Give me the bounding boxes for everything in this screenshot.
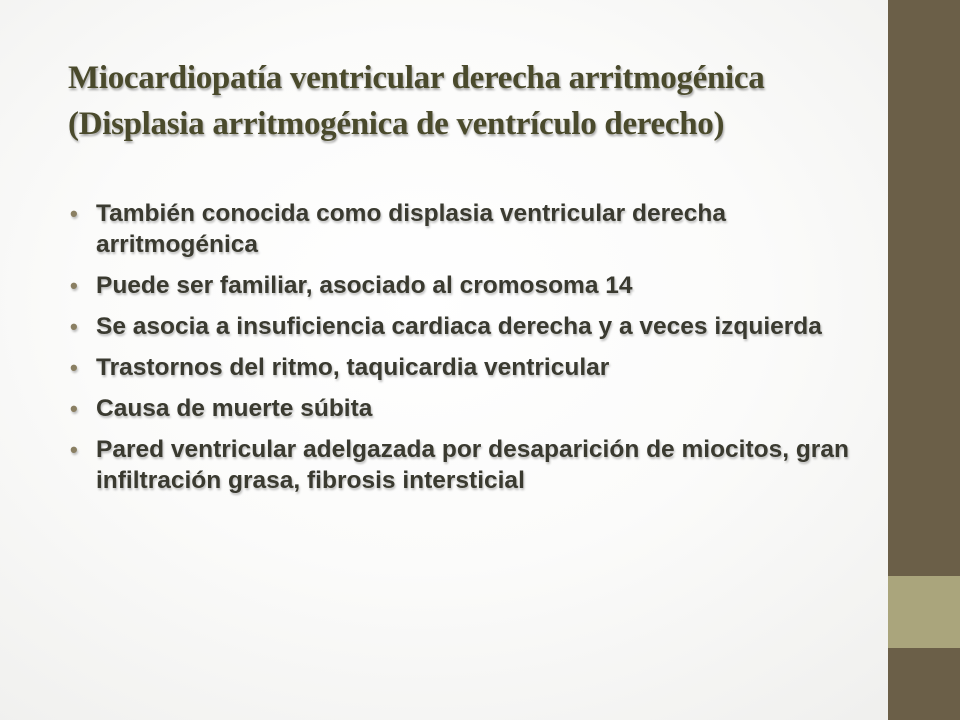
slide-title-line-1: Miocardiopatía ventricular derecha arritmogénica xyxy=(68,60,765,96)
bullet-item xyxy=(68,270,868,301)
bullet-list xyxy=(68,198,868,506)
bullet-icon: • xyxy=(70,273,78,298)
bullet-item xyxy=(68,434,868,496)
bullet-text: Trastornos del ritmo, taquicardia ventricular xyxy=(96,354,610,381)
bullet-icon: • xyxy=(70,355,78,380)
bullet-text: Se asocia a insuficiencia cardiaca derecha y a veces izquierda xyxy=(96,313,822,340)
sidebar-decoration-bottom xyxy=(888,648,960,720)
bullet-icon: • xyxy=(70,201,78,226)
bullet-text: Pared ventricular adelgazada por desaparición de miocitos, gran infiltración grasa, fibrosis intersticial xyxy=(96,436,849,494)
bullet-text: Causa de muerte súbita xyxy=(96,395,373,422)
sidebar-decoration-accent xyxy=(888,576,960,648)
bullet-item xyxy=(68,393,868,424)
bullet-text: También conocida como displasia ventricular derecha arritmogénica xyxy=(96,200,726,258)
bullet-item xyxy=(68,198,868,260)
bullet-item xyxy=(68,311,868,342)
bullet-item xyxy=(68,352,868,383)
slide-title xyxy=(68,55,868,147)
slide-title-line-2: (Displasia arritmogénica de ventrículo derecho) xyxy=(68,106,725,142)
bullet-icon: • xyxy=(70,437,78,462)
bullet-icon: • xyxy=(70,314,78,339)
sidebar-decoration-top xyxy=(888,0,960,576)
bullet-icon: • xyxy=(70,396,78,421)
bullet-text: Puede ser familiar, asociado al cromosoma 14 xyxy=(96,272,633,299)
